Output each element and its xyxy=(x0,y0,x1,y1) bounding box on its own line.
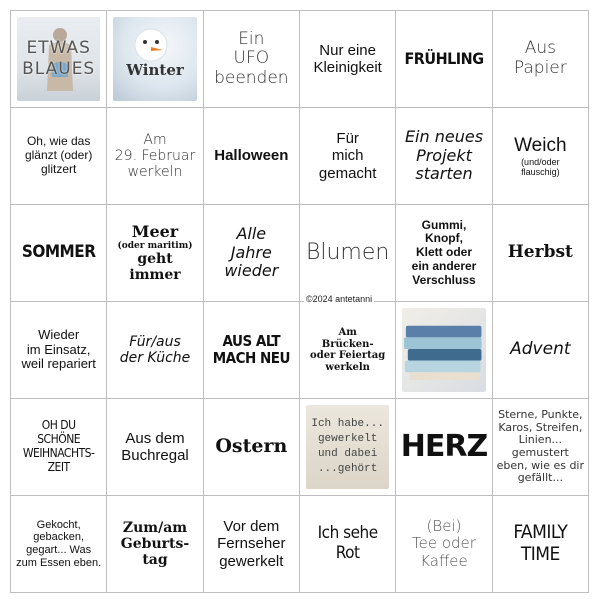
cell-aus-alt-mach-neu[interactable]: AUS ALT MACH NEU xyxy=(204,302,300,399)
cell-glaenzt[interactable]: Oh, wie das glänzt (oder) glitzert xyxy=(11,108,107,205)
meer-sublabel: (oder maritim) xyxy=(117,240,193,251)
figurine-photo xyxy=(17,17,100,101)
cell-kleinigkeit[interactable]: Nur eine Kleinigkeit xyxy=(300,11,396,108)
cell-advent[interactable]: Advent xyxy=(493,302,589,399)
cell-herbst[interactable]: Herbst xyxy=(493,205,589,302)
cell-brueckentag[interactable]: Am Brücken- oder Feiertag werkeln xyxy=(300,302,396,399)
snowman-photo xyxy=(113,17,196,101)
cell-essen[interactable]: Gekocht, gebacken, gegart... Was zum Essen eben. xyxy=(11,496,107,593)
weich-sublabel: (und/oder flauschig) xyxy=(521,156,560,177)
cell-etwas-blaues[interactable] xyxy=(11,11,107,108)
cell-herz[interactable]: HERZ xyxy=(396,399,492,496)
cell-halloween[interactable]: Halloween xyxy=(204,108,300,205)
cell-repariert[interactable]: Wieder im Einsatz, weil repariert xyxy=(11,302,107,399)
linen-photo xyxy=(306,405,389,489)
cell-meer[interactable] xyxy=(107,205,203,302)
cell-weihnachtszeit[interactable]: OH DU SCHÖNE WEIHNACHTS- ZEIT xyxy=(11,399,107,496)
cell-fuer-mich[interactable]: Für mich gemacht xyxy=(300,108,396,205)
cell-ostern[interactable]: Ostern xyxy=(204,399,300,496)
bingo-grid xyxy=(10,10,589,593)
etwas-blaues-label: ETWAS BLAUES xyxy=(22,37,96,79)
cell-kueche[interactable]: Für/aus der Küche xyxy=(107,302,203,399)
gehoert-label: Ich habe... gewerkelt und dabei ...gehört xyxy=(311,418,384,475)
fabric-stack-illustration xyxy=(402,315,485,385)
cell-ich-sehe-rot[interactable]: Ich sehe Rot xyxy=(300,496,396,593)
cell-aus-papier[interactable]: Aus Papier xyxy=(493,11,589,108)
cell-gemustert[interactable]: Sterne, Punkte, Karos, Streifen, Linien... gemustert eben, wie es dir gefällt... xyxy=(493,399,589,496)
cell-buchregal[interactable]: Aus dem Buchregal xyxy=(107,399,203,496)
cell-family-time[interactable]: FAMILY TIME xyxy=(493,496,589,593)
cell-verschluss[interactable]: Gummi, Knopf, Klett oder ein anderer Verschluss xyxy=(396,205,492,302)
cell-blumen[interactable]: Blumen xyxy=(300,205,396,302)
cell-tee-kaffee[interactable]: (Bei) Tee oder Kaffee xyxy=(396,496,492,593)
cell-neues-projekt[interactable]: Ein neues Projekt starten xyxy=(396,108,492,205)
meer-geht-immer: geht immer xyxy=(129,251,181,284)
cell-sommer[interactable]: SOMMER xyxy=(11,205,107,302)
cell-winter[interactable] xyxy=(107,11,203,108)
meer-label: Meer xyxy=(131,221,179,241)
winter-label: Winter xyxy=(126,61,184,80)
fabric-photo xyxy=(402,308,485,392)
cell-geburtstag[interactable]: Zum/am Geburts- tag xyxy=(107,496,203,593)
cell-stoffe-photo[interactable] xyxy=(396,302,492,399)
cell-fruehling[interactable]: FRÜHLING xyxy=(396,11,492,108)
cell-weich[interactable] xyxy=(493,108,589,205)
cell-ufo-beenden[interactable]: Ein UFO beenden xyxy=(204,11,300,108)
cell-29-februar[interactable]: Am 29. Februar werkeln xyxy=(107,108,203,205)
copyright-notice: ©2024 antetanni xyxy=(306,294,373,304)
cell-alle-jahre[interactable]: Alle Jahre wieder xyxy=(204,205,300,302)
weich-label: Weich xyxy=(514,134,567,156)
cell-fernseher[interactable]: Vor dem Fernseher gewerkelt xyxy=(204,496,300,593)
cell-gehoert-photo[interactable] xyxy=(300,399,396,496)
